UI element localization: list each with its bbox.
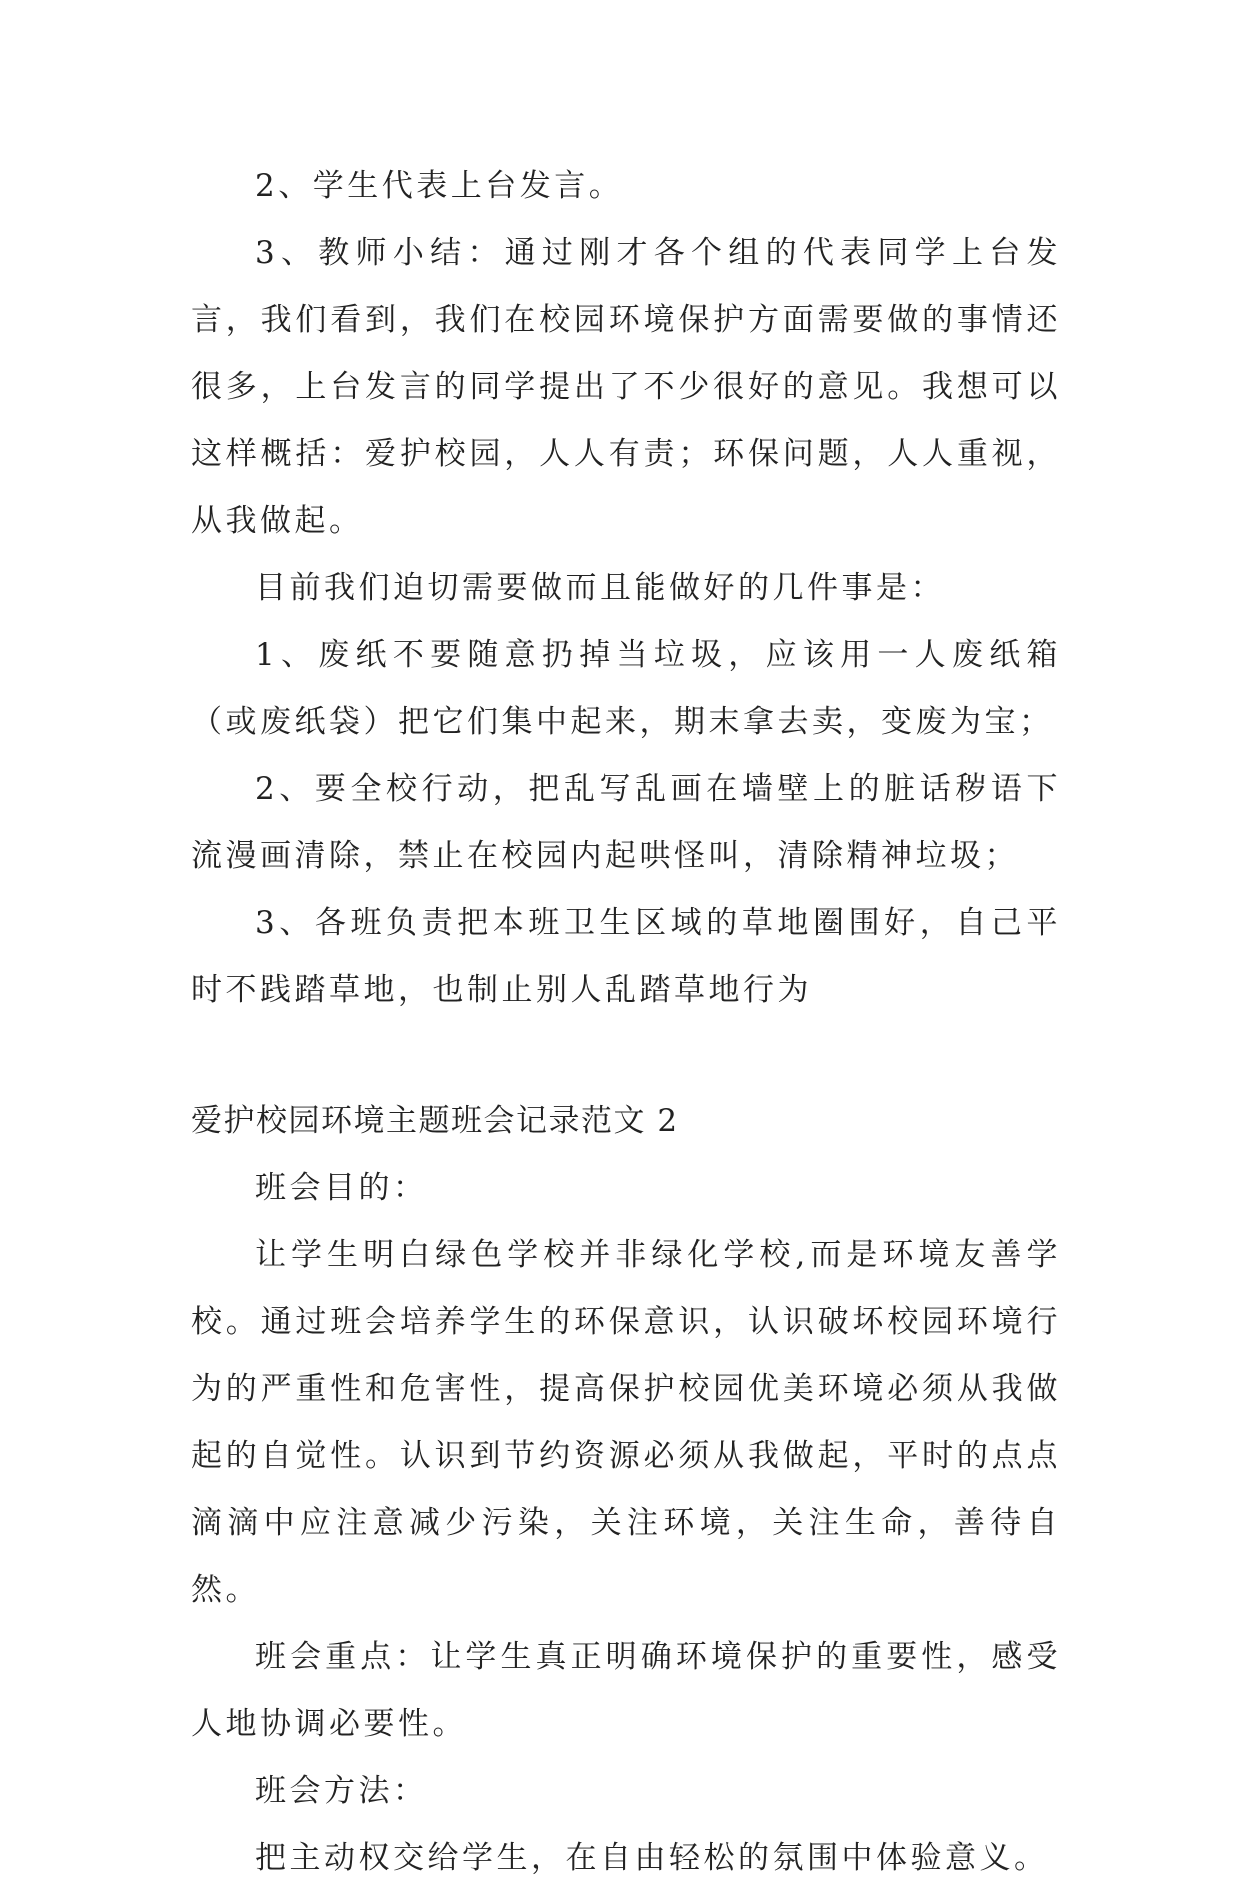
- paragraph-meeting-method: 把主动权交给学生，在自由轻松的氛围中体验意义。: [255, 1840, 1049, 1876]
- paragraph-teacher-summary: 3、教师小结：通过刚才各个组的代表同学上台发言，我们看到，我们在校园环境保护方面需要做的事情还很多，上台发言的同学提出了不少很好的意见。我想可以这样概括：爱护校园，人人有责；环保问题，人人重视，从我做起。: [191, 235, 1061, 539]
- paragraph-meeting-goal-label: 班会目的：: [255, 1170, 428, 1206]
- section-title: 爱护校园环境主题班会记录范文 2: [191, 1103, 679, 1139]
- paragraph-task-graffiti: 2、要全校行动，把乱写乱画在墙壁上的脏话秽语下流漫画清除，禁止在校园内起哄怪叫，清除精神垃圾；: [191, 771, 1061, 874]
- paragraph-student-speech: 2、学生代表上台发言。: [255, 168, 624, 204]
- paragraph-meeting-method-label: 班会方法：: [255, 1773, 428, 1809]
- paragraph-task-waste-paper: 1、废纸不要随意扔掉当垃圾，应该用一人废纸箱（或废纸袋）把它们集中起来，期末拿去卖，变废为宝；: [191, 637, 1061, 740]
- paragraph-meeting-goal: 让学生明白绿色学校并非绿化学校,而是环境友善学校。通过班会培养学生的环保意识，认识破坏校园环境行为的严重性和危害性，提高保护校园优美环境必须从我做起的自觉性。认识到节约资源必须从我做起，平时的点点滴滴中应注意减少污染，关注环境，关注生命，善待自然。: [191, 1237, 1061, 1608]
- paragraph-task-lawn: 3、各班负责把本班卫生区域的草地圈围好，自己平时不践踏草地，也制止别人乱踏草地行为: [191, 905, 1061, 1008]
- paragraph-meeting-focus: 班会重点：让学生真正明确环境保护的重要性，感受人地协调必要性。: [191, 1639, 1061, 1742]
- document-body: [191, 153, 1061, 1892]
- paragraph-urgent-tasks-intro: 目前我们迫切需要做而且能做好的几件事是：: [255, 570, 945, 606]
